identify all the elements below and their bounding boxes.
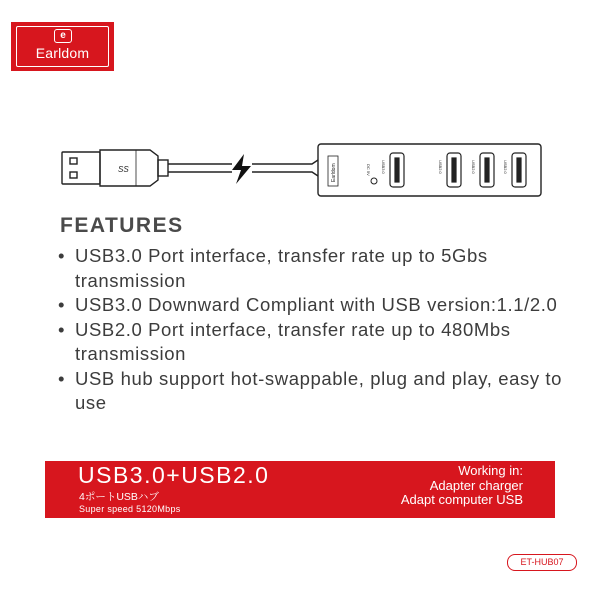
hub-brand-label [328, 156, 338, 186]
feature-text: USB3.0 Downward Compliant with USB version:1.1/2.0 [75, 294, 558, 315]
svg-text:USB3.0: USB3.0 [381, 160, 386, 174]
svg-text:Earldom: Earldom [331, 163, 337, 182]
port-usb2-3 [503, 153, 526, 187]
working-in-label: Working in: [458, 463, 523, 478]
feature-item [58, 367, 578, 416]
svg-text:USB2.0: USB2.0 [503, 160, 508, 174]
feature-text: USB hub support hot-swappable, plug and play, easy to use [75, 367, 563, 413]
working-in-block [401, 464, 523, 508]
feature-item [58, 318, 578, 367]
usb-plug-icon [62, 150, 318, 186]
model-badge: ET-HUB07 [507, 554, 577, 571]
banner-subtitle: 4ポートUSBハブ [79, 491, 159, 503]
bullet-icon: • [58, 245, 66, 266]
svg-text:USB2.0: USB2.0 [438, 160, 443, 174]
svg-text:USB2.0: USB2.0 [471, 160, 476, 174]
banner-speed: Super speed 5120Mbps [79, 504, 181, 514]
working-item: Adapt computer USB [400, 492, 523, 507]
feature-item [58, 293, 578, 318]
features-title: FEATURES [60, 214, 184, 237]
feature-item [58, 244, 578, 293]
bullet-icon: • [58, 367, 66, 389]
bullet-icon: • [58, 294, 66, 315]
power-port [366, 164, 377, 184]
svg-text:DC 5V: DC 5V [366, 164, 371, 176]
feature-text: USB2.0 Port interface, transfer rate up to 480Mbs transmission [75, 318, 511, 364]
port-usb2-1 [438, 153, 461, 187]
brand-logo [11, 22, 114, 71]
banner-title: USB3.0+USB2.0 [78, 462, 270, 488]
features-list [58, 244, 578, 416]
working-item: Adapter charger [429, 477, 523, 493]
product-diagram [0, 130, 600, 220]
bullet-icon: • [58, 318, 66, 340]
logo-text: Earldom [35, 45, 90, 61]
lightning-icon [232, 154, 251, 184]
port-usb3 [381, 153, 404, 187]
port-usb2-2 [471, 153, 494, 187]
feature-text: USB3.0 Port interface, transfer rate up to 5Gbs transmission [75, 245, 488, 291]
usb-ss-symbol: SS [118, 165, 129, 174]
spec-banner [45, 461, 555, 518]
logo-mark-icon: e [54, 29, 72, 43]
